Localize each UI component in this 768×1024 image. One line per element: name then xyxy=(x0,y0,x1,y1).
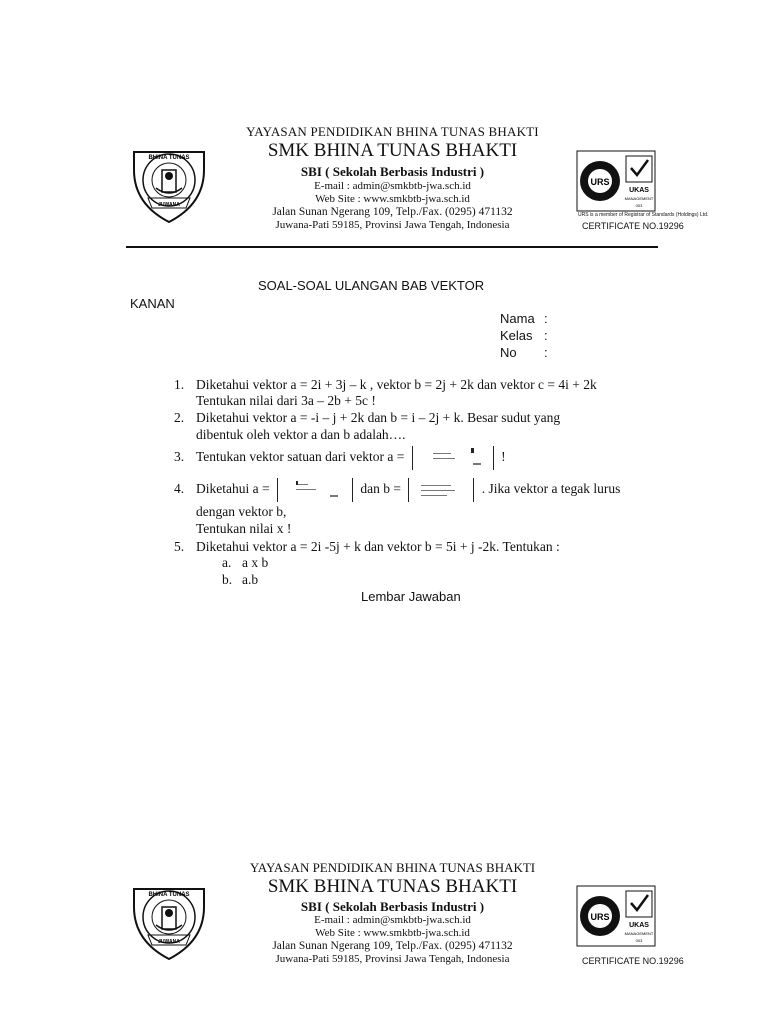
question-text: Diketahui vektor a = 2i + 3j – k , vektor b = 2j + 2k dan vektor c = 4i + 2k xyxy=(196,377,597,392)
question-number: 2. xyxy=(174,410,185,425)
certification-logo-icon xyxy=(576,150,656,212)
field-label: Kelas xyxy=(500,328,533,343)
svg-text:003: 003 xyxy=(635,203,643,208)
school-type: SBI ( Sekolah Berbasis Industri ) xyxy=(300,899,485,914)
exam-title-continuation: KANAN xyxy=(130,296,175,311)
field-nama xyxy=(500,311,548,326)
question-text: Diketahui vektor a = 2i -5j + k dan vektor b = 5i + j -2k. Tentukan : xyxy=(196,539,560,554)
question-5 xyxy=(174,539,560,555)
question-number: 3. xyxy=(174,449,185,465)
question-2 xyxy=(174,410,560,426)
question-5-option-a xyxy=(222,555,268,571)
question-text-mid: dan b = xyxy=(360,481,401,497)
foundation-name: YAYASAN PENDIDIKAN BHINA TUNAS BHAKTI xyxy=(246,124,539,139)
svg-text:BHINA TUNAS: BHINA TUNAS xyxy=(148,892,190,898)
question-1 xyxy=(174,377,597,393)
question-number: 1. xyxy=(174,377,185,392)
foundation-name: YAYASAN PENDIDIKAN BHINA TUNAS BHAKTI xyxy=(249,860,536,875)
school-address-2: Juwana-Pati 59185, Provinsi Jawa Tengah, Indonesia xyxy=(275,219,510,231)
school-email: E-mail : admin@smkbtb-jwa.sch.id xyxy=(314,914,471,926)
vector-matrix-icon xyxy=(408,478,474,502)
school-email: E-mail : admin@smkbtb-jwa.sch.id xyxy=(314,180,471,192)
svg-text:MANAGEMENT: MANAGEMENT xyxy=(624,931,654,936)
school-address-1: Jalan Sunan Ngerang 109, Telp./Fax. (0295) 471132 xyxy=(272,940,513,952)
option-label: b. xyxy=(222,572,233,587)
svg-text:UKAS: UKAS xyxy=(629,187,649,194)
certification-logo-icon xyxy=(576,885,656,947)
question-1-line-2: Tentukan nilai dari 3a – 2b + 5c ! xyxy=(196,393,376,408)
school-website: Web Site : www.smkbtb-jwa.sch.id xyxy=(315,927,470,939)
school-name: SMK BHINA TUNAS BHAKTI xyxy=(267,876,518,897)
question-text: Diketahui a = xyxy=(196,481,270,497)
school-logo-icon xyxy=(126,877,212,963)
option-text: a x b xyxy=(242,555,269,570)
school-address-1: Jalan Sunan Ngerang 109, Telp./Fax. (0295) 471132 xyxy=(272,206,513,218)
field-separator: : xyxy=(544,311,548,326)
option-label: a. xyxy=(222,555,232,570)
question-text: Tentukan vektor satuan dari vektor a = xyxy=(196,449,405,465)
question-4 xyxy=(174,478,620,502)
field-separator: : xyxy=(544,345,548,360)
question-4-line-2: dengan vektor b, xyxy=(196,504,287,519)
svg-text:003: 003 xyxy=(635,938,643,943)
question-text: Diketahui vektor a = -i – j + 2k dan b = i – 2j + k. Besar sudut yang xyxy=(196,410,561,425)
vector-matrix-icon xyxy=(277,478,353,502)
school-type: SBI ( Sekolah Berbasis Industri ) xyxy=(300,164,485,179)
school-website: Web Site : www.smkbtb-jwa.sch.id xyxy=(315,193,470,205)
question-number: 5. xyxy=(174,539,185,554)
question-2-line-2: dibentuk oleh vektor a dan b adalah…. xyxy=(196,427,406,442)
exam-title: SOAL-SOAL ULANGAN BAB VEKTOR xyxy=(258,278,485,293)
field-separator: : xyxy=(544,328,548,343)
answer-sheet-title: Lembar Jawaban xyxy=(361,589,461,604)
vector-matrix-icon xyxy=(412,446,494,470)
svg-text:JUWANA: JUWANA xyxy=(158,202,180,208)
question-3 xyxy=(174,446,506,470)
header-divider xyxy=(126,246,658,248)
certificate-number: CERTIFICATE NO.19296 xyxy=(582,221,684,231)
cert-note: URS is a member of Registrar of Standards (Holdings) Ltd. xyxy=(578,212,709,218)
question-text-end: . Jika vektor a tegak lurus xyxy=(481,481,621,497)
svg-text:MANAGEMENT: MANAGEMENT xyxy=(624,196,654,201)
question-number: 4. xyxy=(174,481,185,497)
field-kelas xyxy=(500,328,548,343)
svg-text:JUWANA: JUWANA xyxy=(158,939,180,945)
school-name: SMK BHINA TUNAS BHAKTI xyxy=(267,140,518,161)
option-text: a.b xyxy=(242,572,259,587)
school-logo-icon xyxy=(126,140,212,226)
svg-text:URS: URS xyxy=(590,177,610,187)
field-label: No xyxy=(500,345,517,360)
svg-text:BHINA TUNAS: BHINA TUNAS xyxy=(148,155,190,161)
school-address-2: Juwana-Pati 59185, Provinsi Jawa Tengah, Indonesia xyxy=(275,953,510,965)
svg-text:URS: URS xyxy=(590,912,610,922)
svg-text:UKAS: UKAS xyxy=(629,922,649,929)
field-no xyxy=(500,345,548,360)
field-label: Nama xyxy=(500,311,535,326)
certificate-number: CERTIFICATE NO.19296 xyxy=(582,956,684,966)
question-5-option-b xyxy=(222,572,258,588)
question-text-end: ! xyxy=(501,449,506,465)
question-4-line-3: Tentukan nilai x ! xyxy=(196,521,292,536)
